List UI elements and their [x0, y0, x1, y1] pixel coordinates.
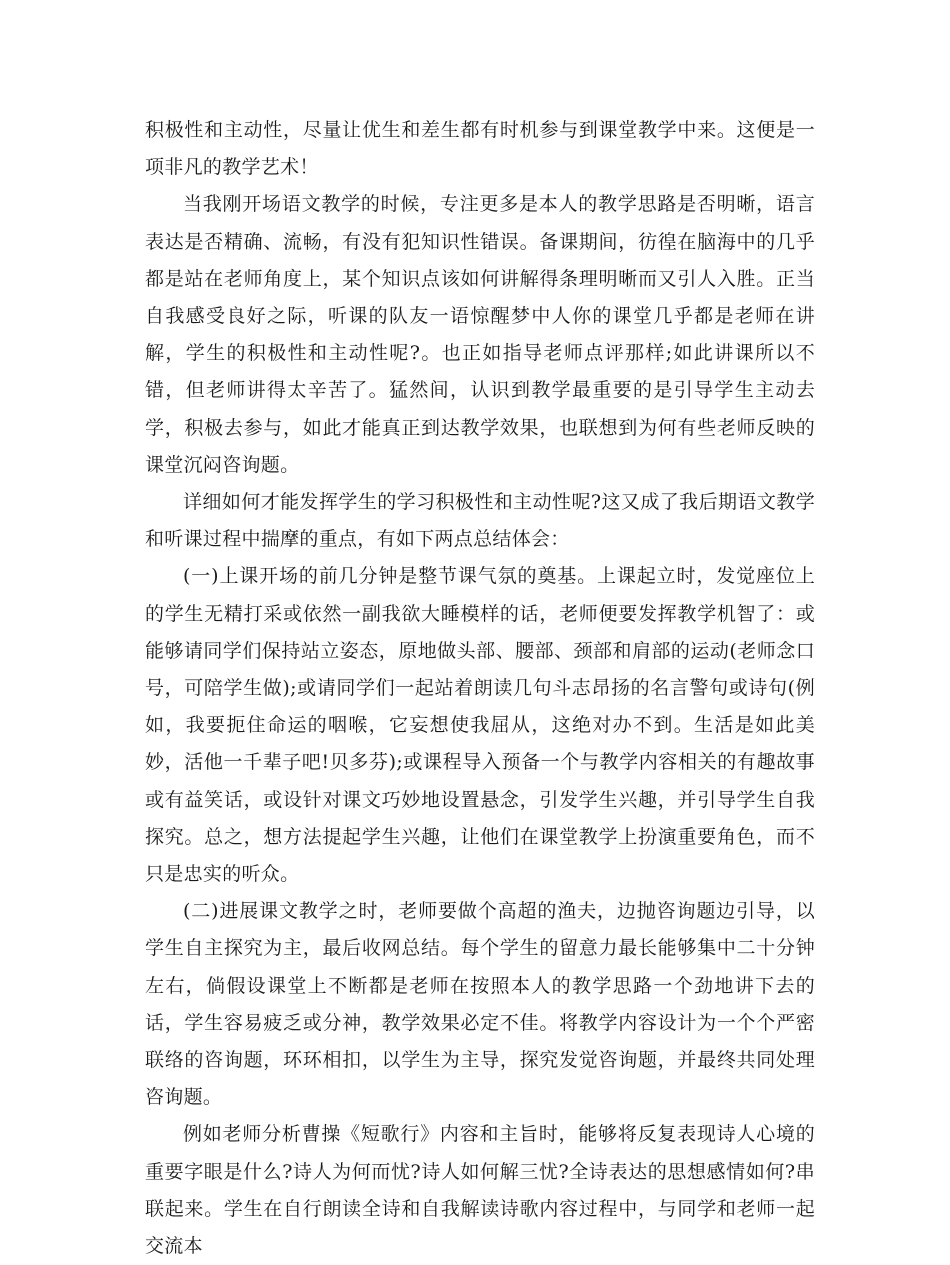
document-body: [145, 112, 815, 1265]
paragraph-point-two: (二)进展课文教学之时，老师要做个高超的渔夫，边抛咨询题边引导，以学生自主探究为主，最后收网总结。每个学生的留意力最长能够集中二十分钟左右，倘假设课堂上不断都是老师在按照本人的教学思路一个劲地讲下去的话，学生容易疲乏或分神，教学效果必定不佳。将教学内容设计为一个个严密联络的咨询题，环环相扣，以学生为主导，探究发觉咨询题，并最终共同处理咨询题。: [145, 900, 815, 1109]
paragraph-point-one: (一)上课开场的前几分钟是整节课气氛的奠基。上课起立时，发觉座位上的学生无精打采或依然一副我欲大睡模样的话，老师便要发挥教学机智了：或能够请同学们保持站立姿态，原地做头部、腰部、颈部和肩部的运动(老师念口号，可陪学生做);或请同学们一起站着朗读几句斗志昂扬的名言警句或诗句(例如，我要扼住命运的咽喉，它妄想使我屈从，这绝对办不到。生活是如此美妙，活他一千辈子吧!贝多芬);或课程导入预备一个与教学内容相关的有趣故事或有益笑话，或设针对课文巧妙地设置悬念，引发学生兴趣，并引导学生自我探究。总之，想方法提起学生兴趣，让他们在课堂教学上扮演重要角色，而不只是忠实的听众。: [145, 565, 815, 886]
paragraph-teaching-focus: 当我刚开场语文教学的时候，专注更多是本人的教学思路是否明晰，语言表达是否精确、流畅，有没有犯知识性错误。备课期间，彷徨在脑海中的几乎都是站在老师角度上，某个知识点该如何讲解得条理明晰而又引人入胜。正当自我感受良好之际，听课的队友一语惊醒梦中人你的课堂几乎都是老师在讲解，学生的积极性和主动性呢?。也正如指导老师点评那样;如此讲课所以不错，但老师讲得太辛苦了。猛然间，认识到教学最重要的是引导学生主动去学，积极去参与，如此才能真正到达教学效果，也联想到为何有些老师反映的课堂沉闷咨询题。: [145, 193, 815, 476]
paragraph-question: 详细如何才能发挥学生的学习积极性和主动性呢?这又成了我后期语文教学和听课过程中揣摩的重点，有如下两点总结体会：: [145, 491, 815, 551]
paragraph-continuation: 积极性和主动性，尽量让优生和差生都有时机参与到课堂教学中来。这便是一项非凡的教学艺术！: [145, 119, 815, 179]
paragraph-example: 例如老师分析曹操《短歌行》内容和主旨时，能够将反复表现诗人心境的重要字眼是什么?诗人为何而忧?诗人如何解三忧?全诗表达的思想感情如何?串联起来。学生在自行朗读全诗和自我解读诗歌内容过程中，与同学和老师一起交流本: [145, 1123, 815, 1258]
